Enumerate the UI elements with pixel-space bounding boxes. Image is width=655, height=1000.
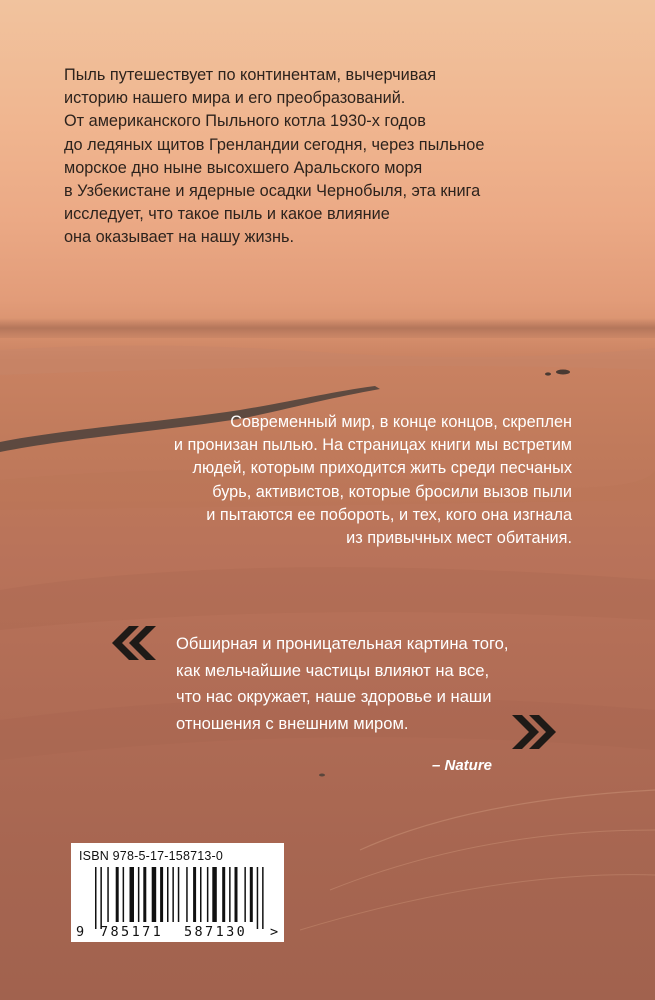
quote-line: Обширная и проницательная картина того, [176,634,509,653]
description-line: исследует, что такое пыль и какое влияние [64,205,390,224]
summary-paragraph [152,411,572,550]
open-quote-icon [112,626,156,660]
summary-line: людей, которым приходится жить среди песчаных [192,459,572,478]
description-paragraph [64,64,584,250]
isbn-barcode [71,843,284,942]
description-line: историю нашего мира и его преобразований. [64,89,406,108]
barcode-lead-digit: 9 [76,924,85,940]
description-line: до ледяных щитов Гренландии сегодня, через пыльное [64,135,485,154]
description-line: Пыль путешествует по континентам, вычерчивая [64,66,437,84]
barcode-right-digits: 587130 [184,924,248,940]
summary-line: и пытаются ее побороть, и тех, кого она изгнала [206,505,572,524]
description-line: От американского Пыльного котла 1930-х годов [64,112,426,131]
summary-line: из привычных мест обитания. [346,529,572,548]
barcode-left-digits: 785171 [100,924,164,940]
description-line: она оказывает на нашу жизнь. [64,228,295,247]
quote-line: отношения с внешним миром. [176,713,409,733]
summary-line: бурь, активистов, которые бросили вызов пыли [212,482,572,501]
review-quote [176,631,556,737]
summary-line: Современный мир, в конце концов, скреплен [230,413,572,431]
quote-line: как мельчайшие частицы влияют на все, [176,660,490,680]
close-quote-icon [512,715,556,749]
summary-line: и пронизан пылью. На страницах книги мы встретим [173,436,572,455]
description-line: в Узбекистане и ядерные осадки Чернобыля, эта книга [64,182,481,201]
barcode-trail-mark: > [270,924,279,940]
isbn-number: ISBN 978-5-17-158713-0 [79,849,224,863]
description-line: морское дно ныне высохшего Аральского моря [64,158,423,177]
quote-line: что нас окружает, наше здоровье и наши [176,687,492,706]
quote-attribution: – Nature [432,757,493,774]
